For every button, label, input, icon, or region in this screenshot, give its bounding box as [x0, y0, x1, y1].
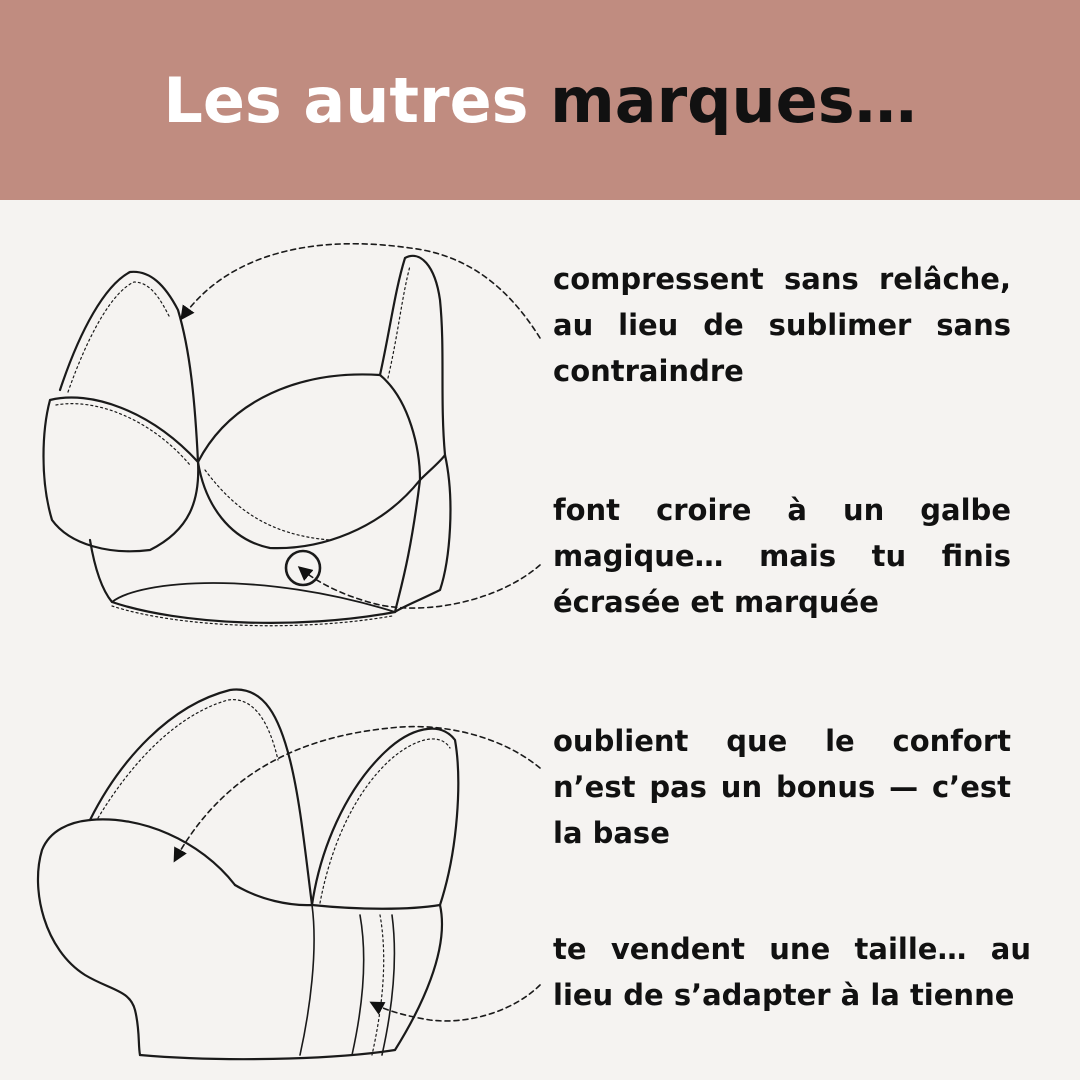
caption-taille: te vendent une taille… au lieu de s’adapter à la tienne — [553, 932, 1031, 1012]
bra-front-sketch — [44, 244, 541, 626]
caption-compression: compressent sans relâche, au lieu de sublimer sans contraindre — [553, 262, 1011, 388]
title-light-part: Les autres — [163, 63, 529, 137]
title-dark-part: marques… — [550, 63, 917, 137]
bra-side-sketch — [38, 690, 540, 1060]
header-banner — [0, 0, 1080, 200]
caption-galbe: font croire à un galbe magique… mais tu finis écrasée et marquée — [553, 493, 1011, 619]
page-title — [163, 64, 916, 137]
caption-confort: oublient que le confort n’est pas un bonus — c’est la base — [553, 724, 1011, 850]
